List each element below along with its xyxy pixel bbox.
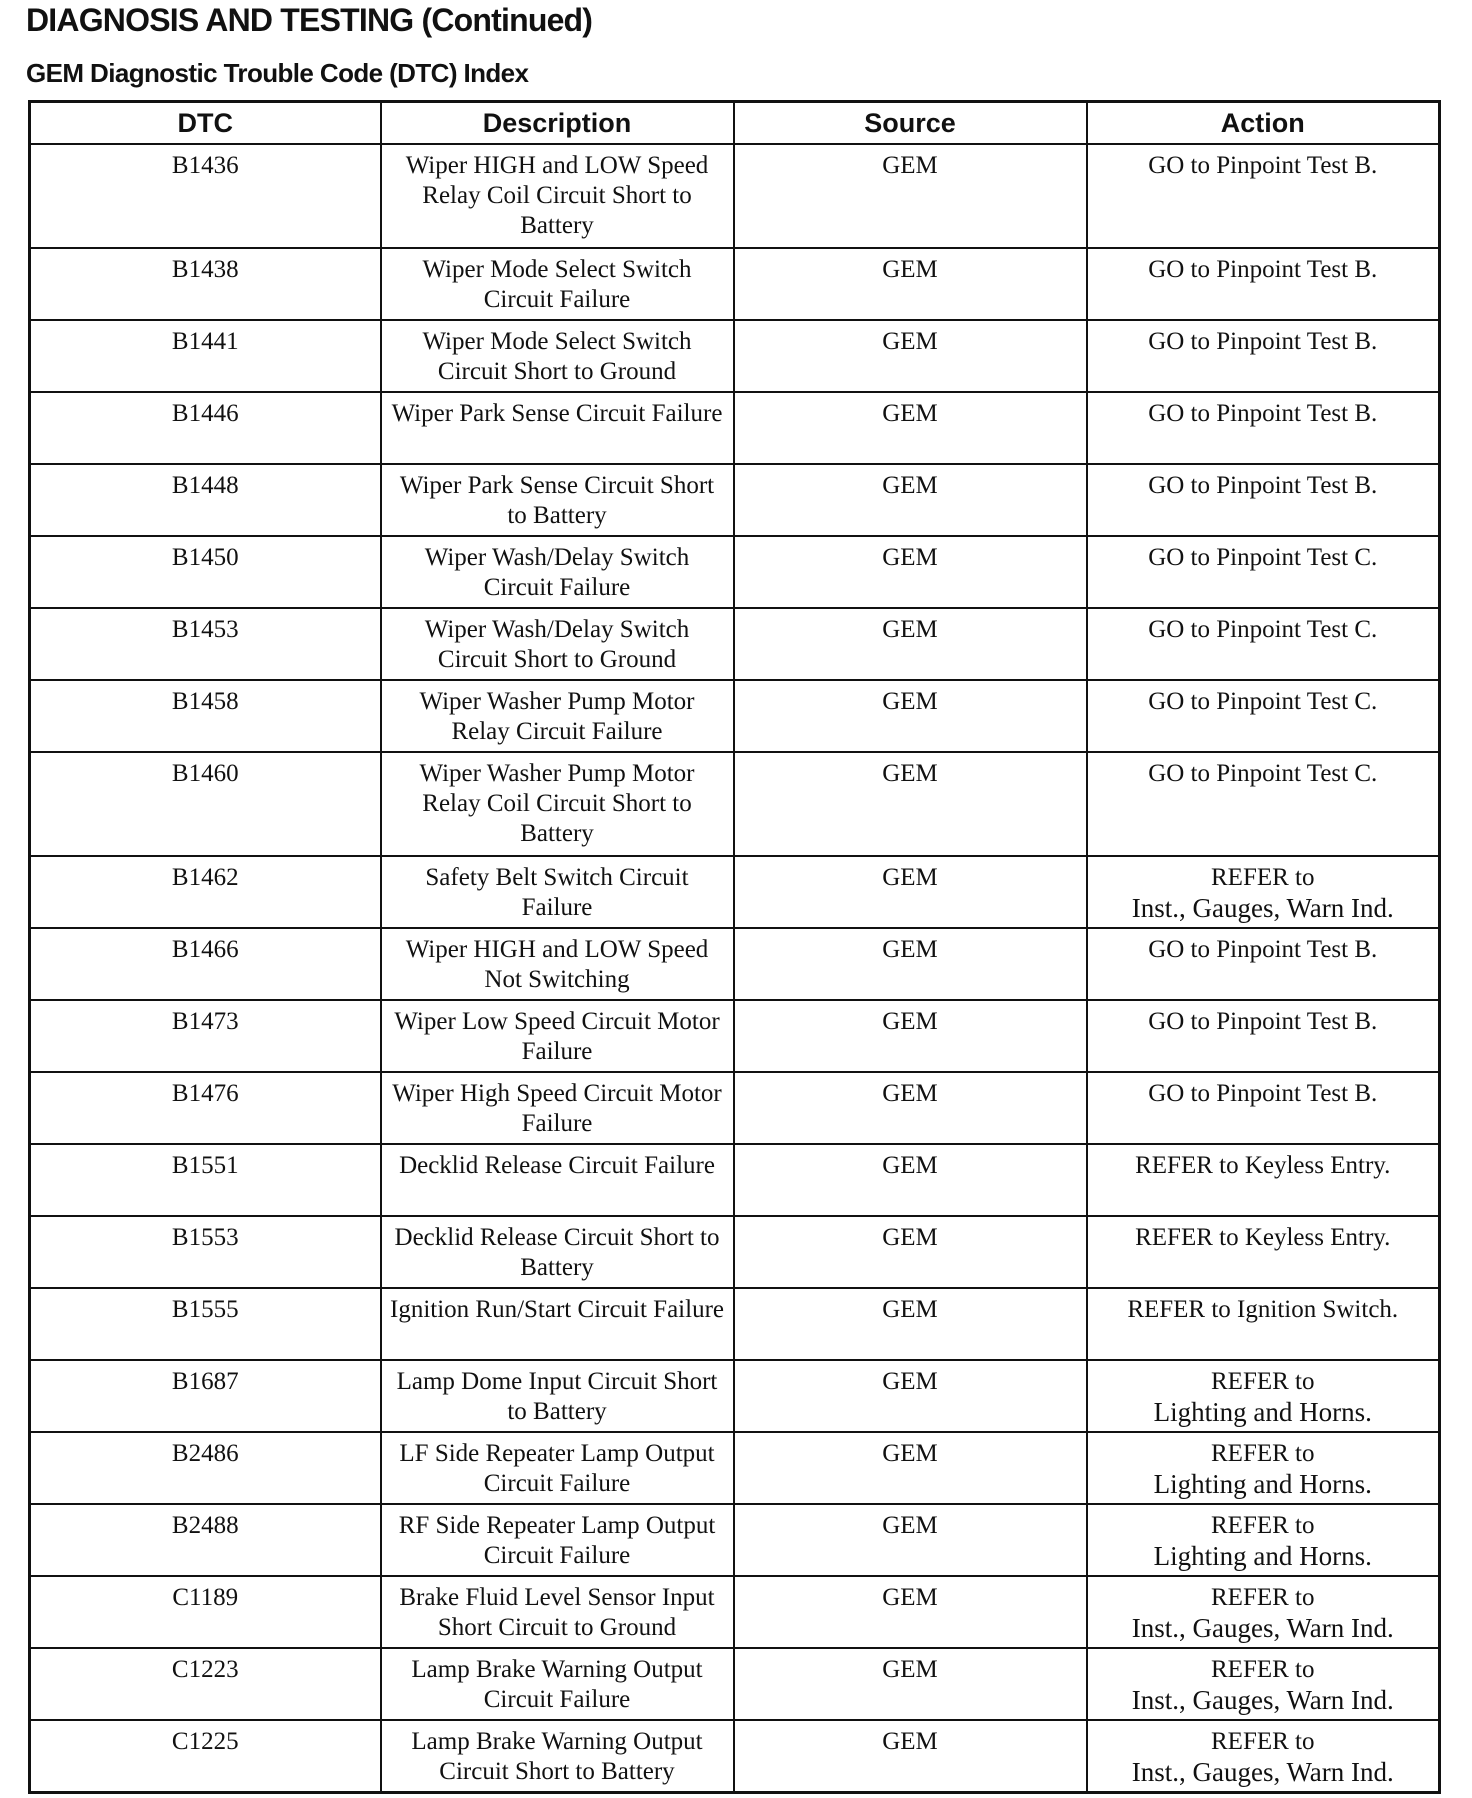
dtc-action [1087,1144,1440,1216]
table-row [30,1000,1440,1072]
dtc-description: Wiper High Speed Circuit Motor Failure [381,1072,734,1144]
table-row [30,464,1440,536]
dtc-code: B1553 [30,1216,381,1288]
column-header-description: Description [381,102,734,145]
column-header-source: Source [734,102,1087,145]
dtc-code: B1460 [30,752,381,856]
action-text: REFER to Keyless Entry. [1135,1152,1391,1179]
action-reference: Inst., Gauges, Warn Ind. [1131,1685,1394,1715]
dtc-source: GEM [734,536,1087,608]
dtc-action [1087,1432,1440,1504]
action-reference: Lighting and Horns. [1153,1469,1372,1499]
action-text: GO to Pinpoint Test C. [1148,760,1378,787]
table-row [30,1432,1440,1504]
table-row [30,856,1440,928]
action-text: GO to Pinpoint Test B. [1148,152,1378,179]
dtc-action [1087,1288,1440,1360]
dtc-description: Wiper Wash/Delay Switch Circuit Short to Ground [381,608,734,680]
action-text: REFER to [1211,1728,1315,1755]
action-text: REFER to [1211,864,1315,891]
dtc-source: GEM [734,752,1087,856]
dtc-code: B1450 [30,536,381,608]
action-text: GO to Pinpoint Test C. [1148,544,1378,571]
action-text: REFER to [1211,1656,1315,1683]
action-text: REFER to Keyless Entry. [1135,1224,1391,1251]
dtc-description: Lamp Dome Input Circuit Short to Battery [381,1360,734,1432]
dtc-code: C1225 [30,1720,381,1793]
action-text: GO to Pinpoint Test B. [1148,328,1378,355]
action-text: GO to Pinpoint Test B. [1148,400,1378,427]
dtc-action [1087,1072,1440,1144]
action-text: REFER to Ignition Switch. [1127,1296,1399,1323]
dtc-action [1087,1648,1440,1720]
action-text: REFER to [1211,1368,1315,1395]
dtc-code: B1473 [30,1000,381,1072]
dtc-code: C1189 [30,1576,381,1648]
table-row [30,1648,1440,1720]
dtc-description: Decklid Release Circuit Short to Battery [381,1216,734,1288]
dtc-source: GEM [734,1360,1087,1432]
table-row [30,392,1440,464]
dtc-action [1087,144,1440,248]
dtc-source: GEM [734,392,1087,464]
dtc-description: Lamp Brake Warning Output Circuit Short to Battery [381,1720,734,1793]
table-row [30,144,1440,248]
dtc-source: GEM [734,464,1087,536]
action-text: REFER to [1211,1584,1315,1611]
dtc-source: GEM [734,1432,1087,1504]
dtc-action [1087,1504,1440,1576]
dtc-action [1087,320,1440,392]
table-row [30,1720,1440,1793]
action-text: GO to Pinpoint Test B. [1148,936,1378,963]
dtc-code: B2486 [30,1432,381,1504]
dtc-action [1087,1576,1440,1648]
dtc-code: B1436 [30,144,381,248]
dtc-code: C1223 [30,1648,381,1720]
action-text: REFER to [1211,1512,1315,1539]
dtc-source: GEM [734,144,1087,248]
dtc-source: GEM [734,1504,1087,1576]
dtc-description: RF Side Repeater Lamp Output Circuit Failure [381,1504,734,1576]
dtc-action [1087,928,1440,1000]
dtc-source: GEM [734,1216,1087,1288]
dtc-code: B1555 [30,1288,381,1360]
table-header-row [30,102,1440,145]
dtc-action [1087,856,1440,928]
table-row [30,680,1440,752]
action-text: GO to Pinpoint Test C. [1148,688,1378,715]
dtc-source: GEM [734,1720,1087,1793]
dtc-source: GEM [734,1072,1087,1144]
table-row [30,752,1440,856]
dtc-description: Wiper Washer Pump Motor Relay Circuit Failure [381,680,734,752]
dtc-code: B2488 [30,1504,381,1576]
dtc-description: Wiper Park Sense Circuit Failure [381,392,734,464]
action-text: GO to Pinpoint Test B. [1148,472,1378,499]
dtc-source: GEM [734,1288,1087,1360]
dtc-action [1087,536,1440,608]
dtc-description: Wiper Washer Pump Motor Relay Coil Circuit Short to Battery [381,752,734,856]
table-row [30,1144,1440,1216]
dtc-description: Wiper Wash/Delay Switch Circuit Failure [381,536,734,608]
dtc-code: B1438 [30,248,381,320]
table-row [30,536,1440,608]
dtc-source: GEM [734,928,1087,1000]
dtc-source: GEM [734,320,1087,392]
column-header-action: Action [1087,102,1440,145]
dtc-code: B1466 [30,928,381,1000]
table-row [30,1504,1440,1576]
table-row [30,1360,1440,1432]
table-row [30,1576,1440,1648]
dtc-action [1087,1720,1440,1793]
dtc-code: B1441 [30,320,381,392]
dtc-source: GEM [734,1648,1087,1720]
dtc-source: GEM [734,1000,1087,1072]
action-text: REFER to [1211,1440,1315,1467]
dtc-action [1087,1000,1440,1072]
dtc-source: GEM [734,856,1087,928]
dtc-description: Wiper Park Sense Circuit Short to Battery [381,464,734,536]
dtc-action [1087,680,1440,752]
dtc-code: B1458 [30,680,381,752]
dtc-description: Wiper Mode Select Switch Circuit Short to Ground [381,320,734,392]
table-row [30,608,1440,680]
dtc-code: B1462 [30,856,381,928]
dtc-action [1087,1216,1440,1288]
dtc-source: GEM [734,1576,1087,1648]
dtc-description: Wiper HIGH and LOW Speed Not Switching [381,928,734,1000]
dtc-description: Brake Fluid Level Sensor Input Short Circuit to Ground [381,1576,734,1648]
column-header-dtc: DTC [30,102,381,145]
dtc-index-table [28,100,1441,1794]
action-reference: Lighting and Horns. [1153,1397,1372,1427]
dtc-description: Safety Belt Switch Circuit Failure [381,856,734,928]
action-reference: Inst., Gauges, Warn Ind. [1131,1613,1394,1643]
action-text: GO to Pinpoint Test C. [1148,616,1378,643]
dtc-source: GEM [734,608,1087,680]
dtc-code: B1453 [30,608,381,680]
dtc-action [1087,752,1440,856]
dtc-action [1087,1360,1440,1432]
table-row [30,928,1440,1000]
dtc-code: B1476 [30,1072,381,1144]
table-title: GEM Diagnostic Trouble Code (DTC) Index [26,58,529,88]
action-text: GO to Pinpoint Test B. [1148,1008,1378,1035]
dtc-description: Ignition Run/Start Circuit Failure [381,1288,734,1360]
dtc-action [1087,392,1440,464]
action-reference: Inst., Gauges, Warn Ind. [1131,893,1394,923]
table-row [30,320,1440,392]
dtc-description: Decklid Release Circuit Failure [381,1144,734,1216]
table-row [30,1072,1440,1144]
action-text: GO to Pinpoint Test B. [1148,1080,1378,1107]
dtc-description: Wiper Mode Select Switch Circuit Failure [381,248,734,320]
dtc-code: B1448 [30,464,381,536]
action-reference: Inst., Gauges, Warn Ind. [1131,1757,1394,1787]
page-title: DIAGNOSIS AND TESTING (Continued) [26,2,593,38]
dtc-description: LF Side Repeater Lamp Output Circuit Failure [381,1432,734,1504]
dtc-action [1087,608,1440,680]
table-row [30,1216,1440,1288]
action-reference: Lighting and Horns. [1153,1541,1372,1571]
dtc-description: Wiper Low Speed Circuit Motor Failure [381,1000,734,1072]
dtc-code: B1446 [30,392,381,464]
dtc-code: B1687 [30,1360,381,1432]
dtc-code: B1551 [30,1144,381,1216]
dtc-action [1087,464,1440,536]
action-text: GO to Pinpoint Test B. [1148,256,1378,283]
dtc-source: GEM [734,680,1087,752]
dtc-description: Wiper HIGH and LOW Speed Relay Coil Circuit Short to Battery [381,144,734,248]
dtc-source: GEM [734,248,1087,320]
table-row [30,1288,1440,1360]
dtc-action [1087,248,1440,320]
dtc-description: Lamp Brake Warning Output Circuit Failure [381,1648,734,1720]
dtc-source: GEM [734,1144,1087,1216]
table-row [30,248,1440,320]
